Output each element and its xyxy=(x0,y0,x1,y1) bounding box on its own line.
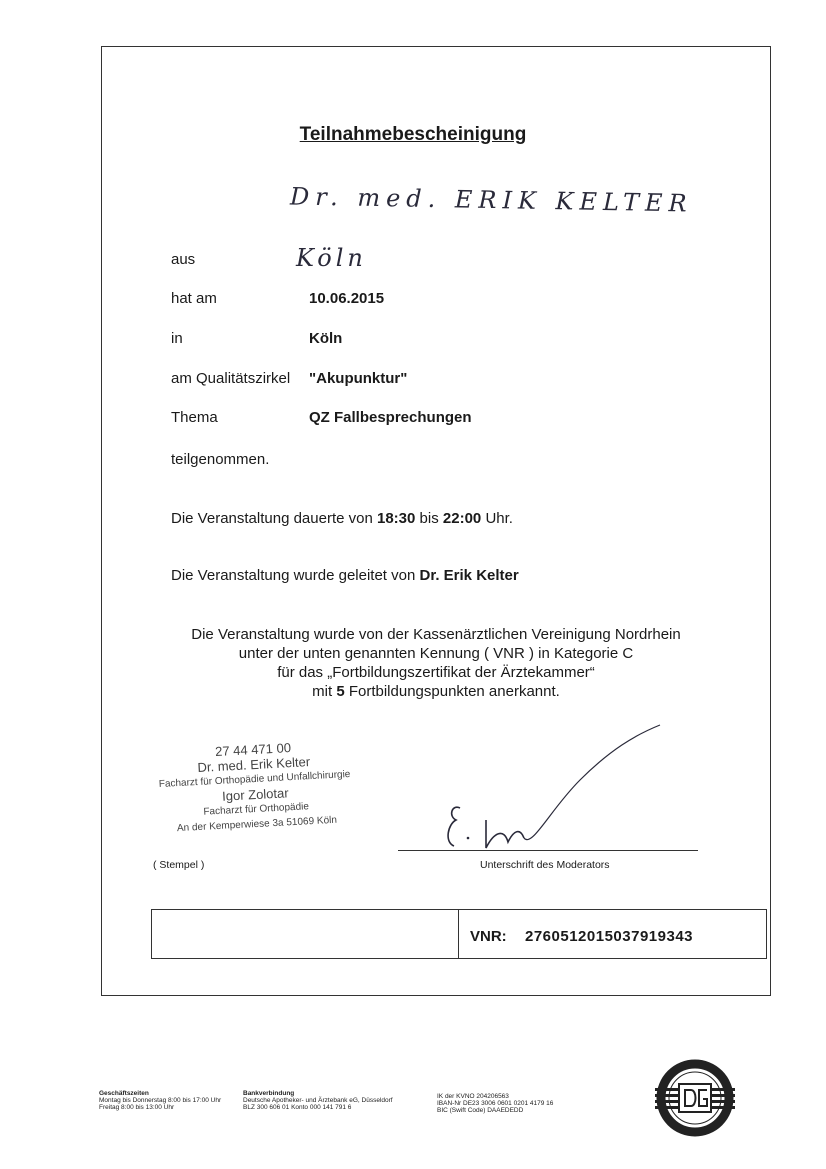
signature-caption: Unterschrift des Moderators xyxy=(480,859,610,871)
duration-end: 22:00 xyxy=(442,510,482,527)
leader-sentence xyxy=(171,567,519,584)
footer-iban: IBAN-Nr DE23 3006 0601 0201 4179 16 xyxy=(437,1100,554,1107)
stamp-caption: ( Stempel ) xyxy=(153,859,205,871)
stamp-address: An der Kemperwiese 3a 51069 Köln xyxy=(176,814,338,835)
duration-prefix: Die Veranstaltung dauerte von xyxy=(171,510,373,527)
footer-hours xyxy=(99,1090,221,1111)
footer-ik: IK der KVNO 204206563 xyxy=(437,1093,509,1100)
recognition-line-4 xyxy=(101,682,771,701)
row-label-place: in xyxy=(171,330,183,347)
signature-line xyxy=(398,850,698,851)
footer-hours-heading: Geschäftszeiten xyxy=(99,1090,149,1097)
row-value-date: 10.06.2015 xyxy=(309,290,385,307)
row-label-aus: aus xyxy=(171,251,196,268)
row-label-date: hat am xyxy=(171,290,217,307)
footer-bic: BIC (Swift Code) DAAEDEDD xyxy=(437,1107,524,1114)
stamp-doctor: Dr. med. Erik Kelter xyxy=(197,754,311,775)
footer-bank-line-2: BLZ 300 606 01 Konto 000 141 791 6 xyxy=(243,1104,352,1111)
handwritten-participant-name: Dr. med. ERIK KELTER xyxy=(289,182,693,218)
moderator-signature xyxy=(420,720,680,860)
row-value-circle: "Akupunktur" xyxy=(309,370,408,387)
row-label-topic: Thema xyxy=(171,409,218,426)
row-label-circle: am Qualitätszirkel xyxy=(171,370,291,387)
vnr-divider xyxy=(458,910,459,958)
stamp-specialty-2: Facharzt für Orthopädie xyxy=(203,801,310,818)
stamp-phone: 27 44 471 00 xyxy=(214,740,292,760)
recognition-points-suffix: Fortbildungspunkten anerkannt. xyxy=(348,683,560,700)
leader-name: Dr. Erik Kelter xyxy=(419,567,519,584)
footer-bank-line-1: Deutsche Apotheker- und Ärztebank eG, Düsseldorf xyxy=(243,1097,393,1104)
recognition-line-1: Die Veranstaltung wurde von der Kassenärztlichen Vereinigung Nordrhein xyxy=(191,626,681,643)
document-title: Teilnahmebescheinigung xyxy=(299,124,527,145)
footer-hours-line-1: Montag bis Donnerstag 8:00 bis 17:00 Uhr xyxy=(99,1097,222,1104)
recognition-points: 5 xyxy=(336,683,345,700)
stamp-doctor-2: Igor Zolotar xyxy=(221,785,289,804)
recognition-line-3: für das „Fortbildungszertifikat der Ärztekammer“ xyxy=(277,664,595,681)
footer-ids xyxy=(437,1093,553,1114)
footer-bank-heading: Bankverbindung xyxy=(243,1090,295,1097)
doctor-stamp xyxy=(138,736,372,838)
recognition-line-2: unter der unten genannten Kennung ( VNR ) in Kategorie C xyxy=(238,645,634,662)
vnr-label: VNR: xyxy=(470,928,507,945)
quality-seal-icon xyxy=(655,1058,735,1138)
recognition-paragraph xyxy=(101,625,771,701)
duration-suffix: Uhr. xyxy=(485,510,513,527)
participated-text: teilgenommen. xyxy=(171,451,270,468)
stamp-specialty-1: Facharzt für Orthopädie und Unfallchirurgie xyxy=(158,769,351,791)
duration-middle: bis xyxy=(419,510,439,527)
footer-bank xyxy=(243,1090,393,1111)
duration-sentence xyxy=(171,510,513,527)
row-value-topic: QZ Fallbesprechungen xyxy=(309,409,472,426)
duration-start: 18:30 xyxy=(376,510,416,527)
handwritten-participant-city: Köln xyxy=(296,244,367,272)
vnr-number: 2760512015037919343 xyxy=(525,928,694,945)
footer-hours-line-2: Freitag 8:00 bis 13:00 Uhr xyxy=(99,1104,175,1111)
vnr-box xyxy=(151,909,767,959)
leader-prefix: Die Veranstaltung wurde geleitet von xyxy=(171,567,416,584)
row-value-place: Köln xyxy=(309,330,343,347)
recognition-points-prefix: mit xyxy=(312,683,333,700)
